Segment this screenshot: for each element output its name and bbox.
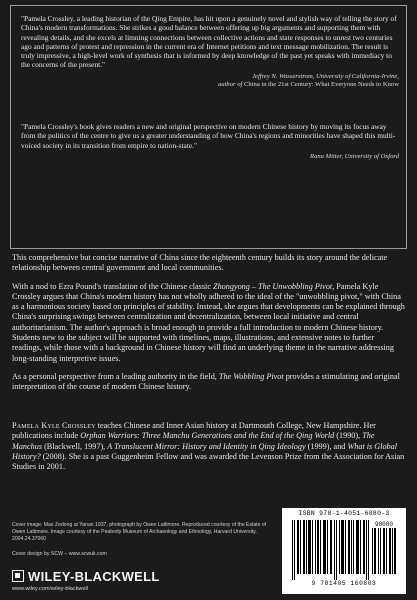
description-paragraph: This comprehensive but concise narrative of China since the eighteenth century builds its story around the delicate relationship between central government and local communities. (12, 253, 388, 273)
endorsement-attribution: Rana Mitter, University of Oxford (310, 152, 399, 160)
wiley-logo-icon (12, 570, 24, 582)
endorsement-quote: "Pamela Crossley's book gives readers a new and original perspective on modern Chinese history by moving its focus away from the politics of the centre to give us a greater understanding of how China's regions and minorities have shaped this multi-voiced society in its transition from empire to nation-state." (21, 121, 396, 150)
description-paragraph: With a nod to Ezra Pound's translation of the Chinese classic Zhongyong – The Unwobbling Pivot, Pamela Kyle Crossley argues that China's modern history has not wholly adhered to the ideal of the "unwobbling pivot," with China as a harmonious society based on principles of stability. Instead, she argues that developments can be explained through China's surprising swings between centralization and decentralization, between local initiative and central authoritarianism. The author's approach is broad enough to provide a full introduction to modern Chinese history. Students new to the subject will be supported with timelines, maps, illustrations, and extensive notes to further readings, while those with a background in Chinese history will find an underlying theme in the narrative addressing long-standing interpretive issues. (12, 281, 405, 363)
author-bio: Pamela Kyle Crossley teaches Chinese and Inner Asian history at Dartmouth College, New Hampshire. Her publications include Orphan Warriors: Three Manchu Generations and the End of the Qing World (1990), The Manchus (Blackwell, 1997), A Translucent Mirror: History and Identity in Qing Ideology (1999), and What is Global History? (2008). She is a past Guggenheim Fellow and was awarded the Levenson Prize from the Association for Asian Studies in 2001. (12, 421, 405, 472)
barcode-addon: 90000 (374, 521, 394, 528)
publisher-logo: WILEY-BLACKWELL (12, 569, 160, 583)
book-description (12, 253, 406, 401)
endorsement-quote: "Pamela Crossley, a leading historian of the Qing Empire, has hit upon a genuinely novel and stylish way of telling the story of China's modern transformations. She strikes a good balance between offering up big arguments and supporting them with revealing details, and she excels at limning connections between collective actions and state responses to unrest two centuries ago and patterns of protest and repression in the current era of Internet petitions and text message mobilization. The result is truly impressive, a high-level work of synthesis that is informed by deep knowledge of the past yet speaks with immediacy to the concerns of the present." (21, 14, 397, 70)
barcode-panel (282, 508, 406, 594)
endorsements-box (10, 5, 407, 249)
endorsement-attribution: Jeffrey N. Wasserstrom, University of California-Irvine, author of China in the 21st Century: What Everyone Needs to Know (217, 72, 399, 89)
author-name: Pamela Kyle Crossley (12, 421, 96, 430)
cover-design-credit: Cover design by SCW – www.scwuk.com (12, 551, 107, 557)
description-paragraph: As a personal perspective from a leading authority in the field, The Wobbling Pivot provides a stimulating and original interpretation of the course of modern Chinese history. (12, 371, 400, 392)
barcode-digits: 9 781405 160803 (311, 580, 377, 587)
cover-image-credit: Cover image: Mao Zedong at Yanan 1937, photograph by Owen Lattimore. Reproduced courtesy of the Estate of Owen Lattimore. Image courtesy of the Peabody Museum of Archaeology and Ethnology, Harvard University, 2004.24.37060 (12, 522, 267, 542)
publisher-url: www.wiley.com/wiley-blackwell (12, 586, 89, 592)
isbn-label: ISBN 978-1-4051-6080-3 (298, 510, 390, 517)
barcode-icon (290, 520, 398, 580)
